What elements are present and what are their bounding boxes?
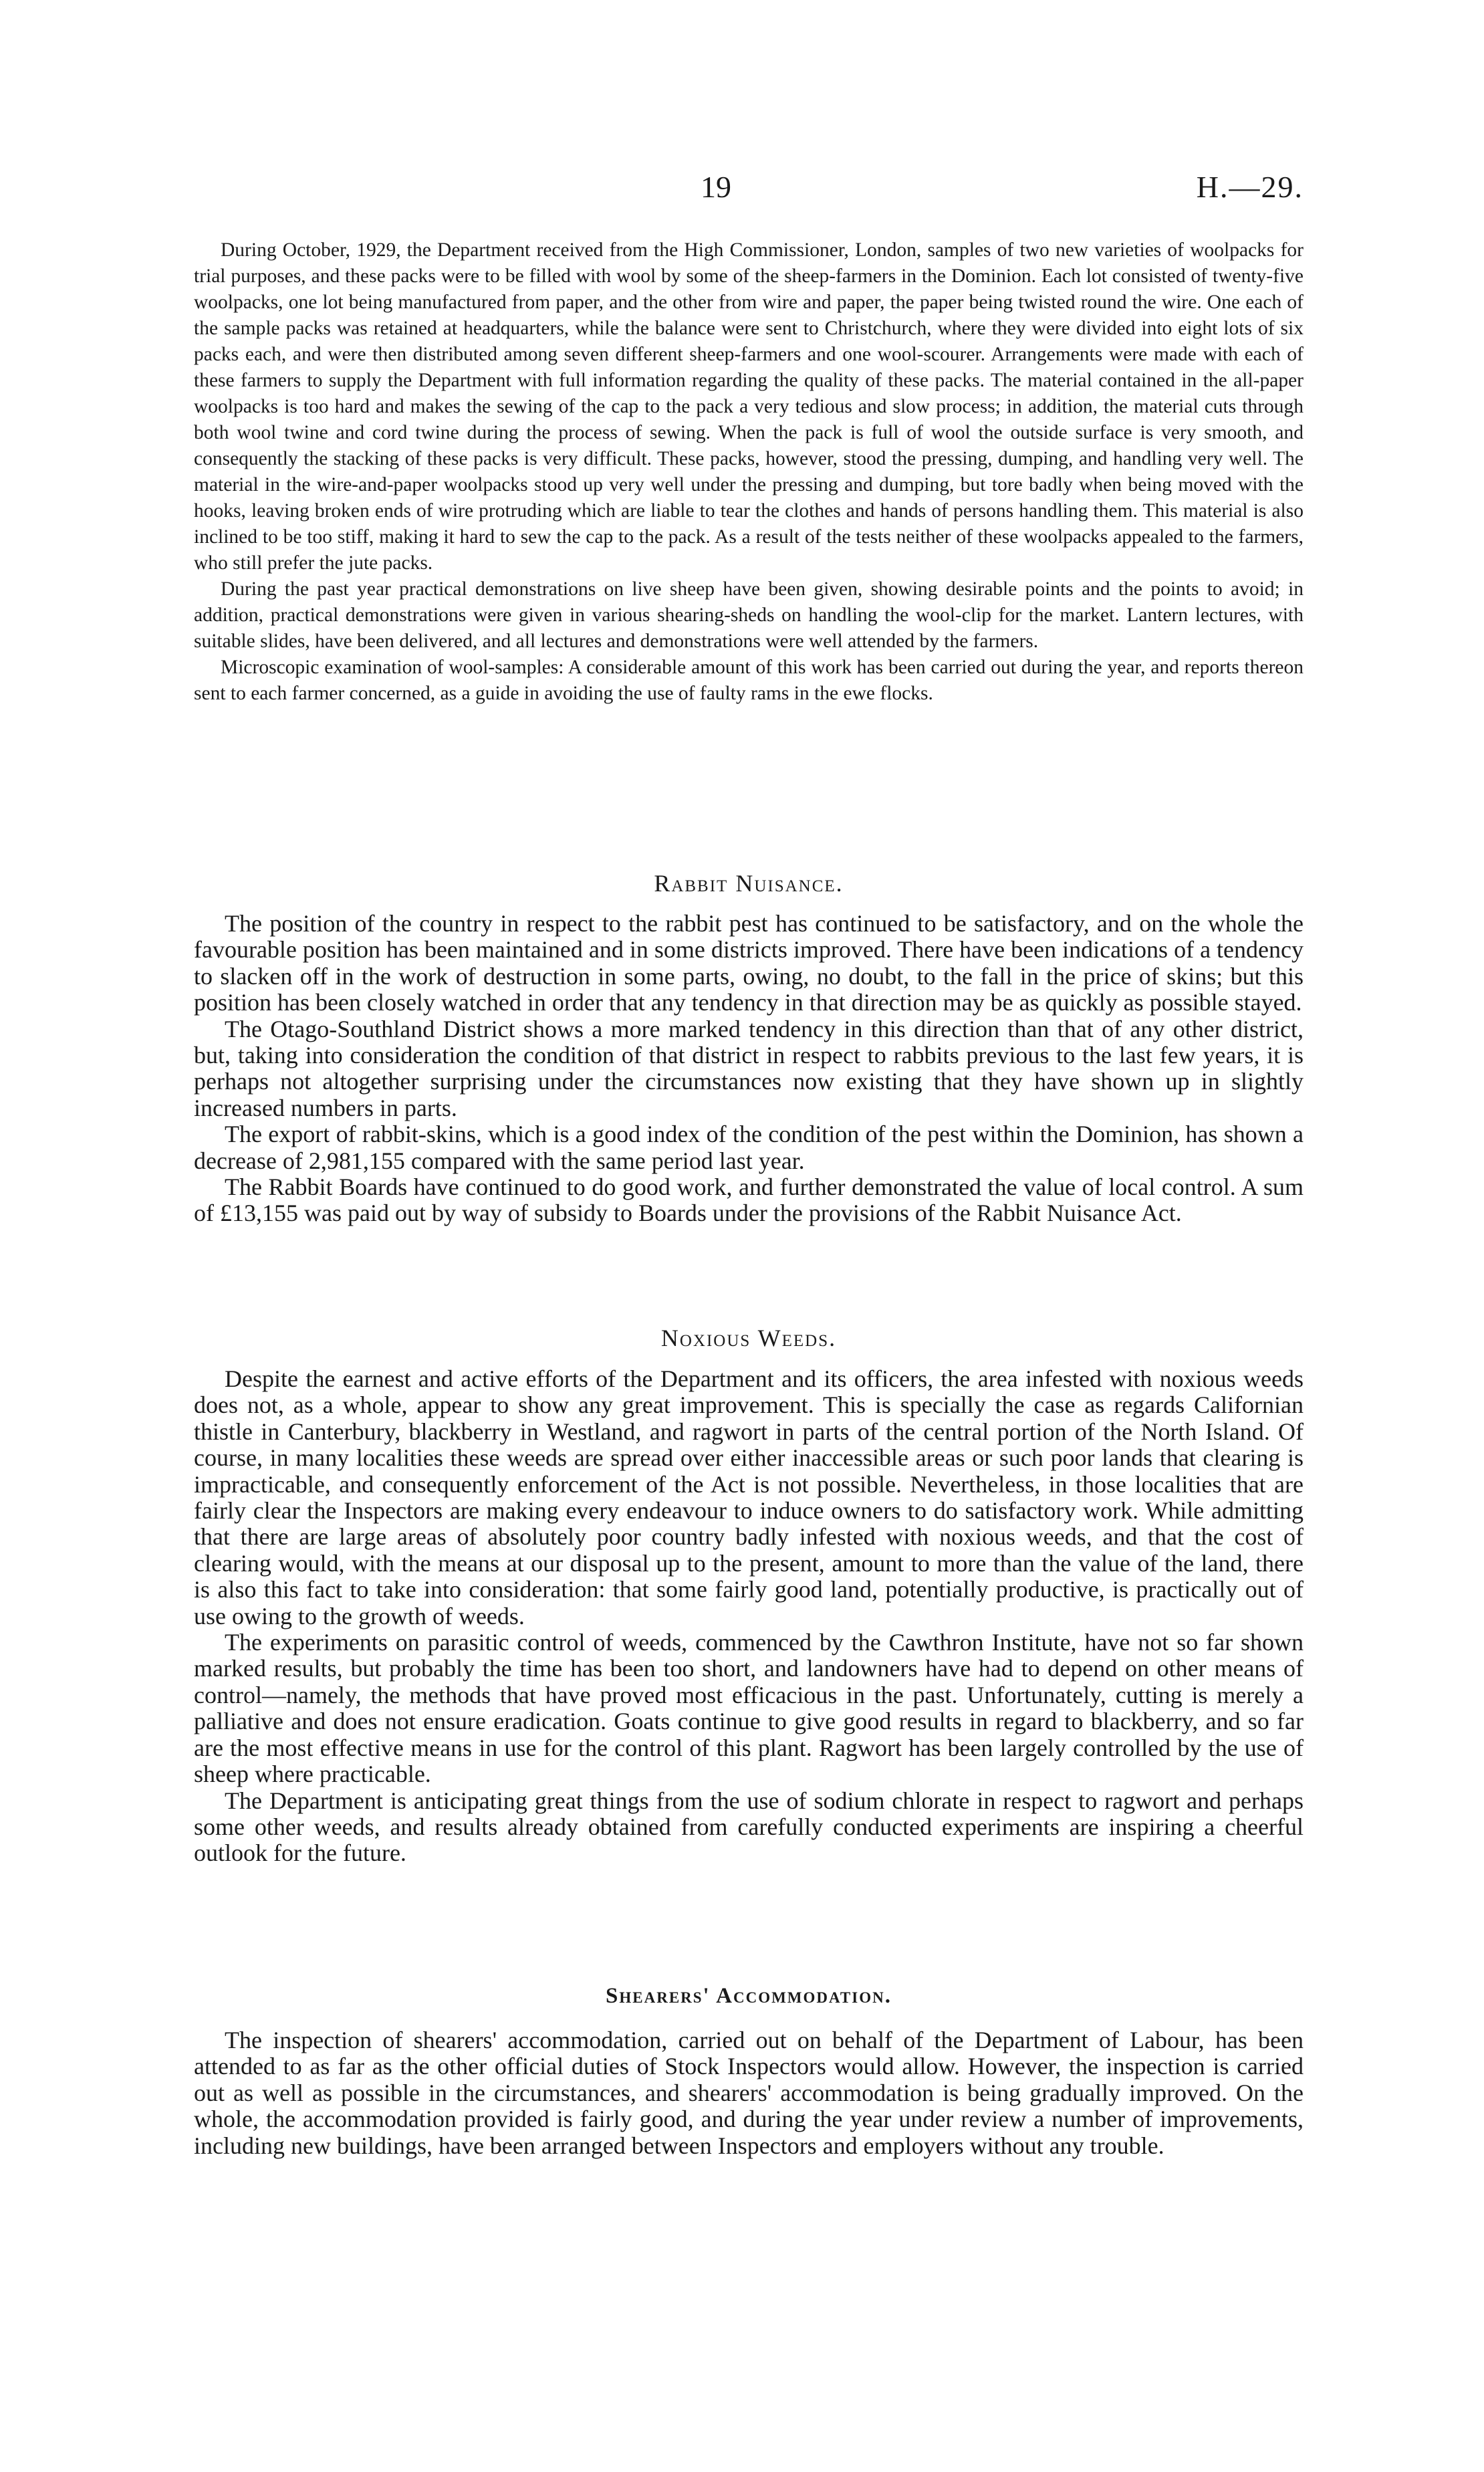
paragraph: The inspection of shearers' accommodation, carried out on behalf of the Department of Labour, has been attended to as far as the other official duties of Stock Inspectors would allow. However, the inspection is carried out as well as possible in the circumstances, and shearers' accommodation is being gradually improved. On the whole, the accommodation provided is fairly good, and during the year under review a number of improvements, including new buildings, have been arranged between Inspectors and employers without any trouble. xyxy=(194,2027,1304,2159)
paragraph: The experiments on parasitic control of weeds, commenced by the Cawthron Institute, have not so far shown marked results, but probably the time has been too short, and landowners have had to depend on other means of control—namely, the methods that have proved most efficacious in the past. Unfortunately, cutting is merely a palliative and does not ensure eradication. Goats continue to give good results in regard to blackberry, and so far are the most effective means in use for the control of this plant. Ragwort has been largely controlled by the use of sheep where practicable. xyxy=(194,1629,1304,1788)
woolpack-report-section xyxy=(194,237,1304,707)
paragraph: The Rabbit Boards have continued to do good work, and further demonstrated the value of local control. A sum of £13,155 was paid out by way of subsidy to Boards under the provisions of the Rabbit Nuisance Act. xyxy=(194,1173,1304,1227)
page-header xyxy=(0,167,1484,207)
paragraph: Despite the earnest and active efforts of the Department and its officers, the area infested with noxious weeds does not, as a whole, appear to show any great improvement. This is specially the case as regards Californian thistle in Canterbury, blackberry in Westland, and ragwort in parts of the central portion of the North Island. Of course, in many localities these weeds are spread over either inaccessible areas or such poor lands that clearing is impracticable, and consequently enforcement of the Act is not possible. Nevertheless, in those localities that are fairly clear the Inspectors are making every endeavour to induce owners to do satisfactory work. While admitting that there are large areas of absolutely poor country badly infested with noxious weeds, and that the cost of clearing would, with the means at our disposal up to the present, amount to more than the value of the land, there is also this fact to take into consideration: that some fairly good land, potentially productive, is practically out of use owing to the growth of weeds. xyxy=(194,1365,1304,1630)
section-body-noxious-weeds xyxy=(194,1366,1304,1867)
paragraph: The export of rabbit-skins, which is a good index of the condition of the pest within the Dominion, has shown a decrease of 2,981,155 compared with the same period last year. xyxy=(194,1121,1304,1174)
section-heading-shearers-accommodation: Shearers' Accommodation. xyxy=(606,1984,892,2008)
paragraph: Microscopic examination of wool-samples: A considerable amount of this work has been carried out during the year, and reports thereon sent to each farmer concerned, as a guide in avoiding the use of faulty rams in the ewe flocks. xyxy=(194,657,1304,704)
section-body-shearers-accommodation xyxy=(194,2027,1304,2159)
paragraph: During the past year practical demonstrations on live sheep have been given, showing desirable points and the points to avoid; in addition, practical demonstrations were given in various shearing-sheds on handling the wool-clip for the market. Lantern lectures, with suitable slides, have been delivered, and all lectures and demonstrations were well attended by the farmers. xyxy=(194,578,1304,652)
section-body-rabbit-nuisance xyxy=(194,911,1304,1227)
document-reference: H.—29. xyxy=(1196,170,1304,204)
paragraph: During October, 1929, the Department received from the High Commissioner, London, samples of two new varieties of woolpacks for trial purposes, and these packs were to be filled with wool by some of the sheep-farmers in the Dominion. Each lot consisted of twenty-five woolpacks, one lot being manufactured from paper, and the other from wire and paper, the paper being twisted round the wire. One each of the sample packs was retained at headquarters, while the balance were sent to Christchurch, where they were divided into eight lots of six packs each, and were then distributed among seven different sheep-farmers and one wool-scourer. Arrangements were made with each of these farmers to supply the Department with full information regarding the quality of these packs. The material contained in the all-paper woolpacks is too hard and makes the sewing of the cap to the pack a very tedious and slow process; in addition, the material cuts through both wool twine and cord twine during the process of sewing. When the pack is full of wool the outside surface is very smooth, and consequently the stacking of these packs is very difficult. These packs, however, stood the pressing, dumping, and handling very well. The material in the wire-and-paper woolpacks stood up very well under the pressing and dumping, but tore badly when being moved with the hooks, leaving broken ends of wire protruding which are liable to tear the clothes and hands of persons handling them. This material is also inclined to be too stiff, making it hard to sew the cap to the pack. As a result of the tests neither of these woolpacks appealed to the farmers, who still prefer the jute packs. xyxy=(194,239,1304,574)
paragraph: The Otago-Southland District shows a more marked tendency in this direction than that of any other district, but, taking into consideration the condition of that district in respect to rabbits previous to the last few years, it is perhaps not altogether surprising under the circumstances now existing that they have shown up in slightly increased numbers in parts. xyxy=(194,1015,1304,1121)
section-heading-rabbit-nuisance: Rabbit Nuisance. xyxy=(654,870,844,897)
section-heading-noxious-weeds: Noxious Weeds. xyxy=(660,1325,837,1351)
page-number: 19 xyxy=(701,170,731,204)
paragraph: The Department is anticipating great things from the use of sodium chlorate in respect to ragwort and perhaps some other weeds, and results already obtained from carefully conducted experiments are inspiring a cheerful outlook for the future. xyxy=(194,1787,1304,1867)
paragraph: The position of the country in respect to the rabbit pest has continued to be satisfactory, and on the whole the favourable position has been maintained and in some districts improved. There have been indications of a tendency to slacken off in the work of destruction in some parts, owing, no doubt, to the fall in the price of skins; but this position has been closely watched in order that any tendency in that direction may be as quickly as possible stayed. xyxy=(194,910,1304,1016)
